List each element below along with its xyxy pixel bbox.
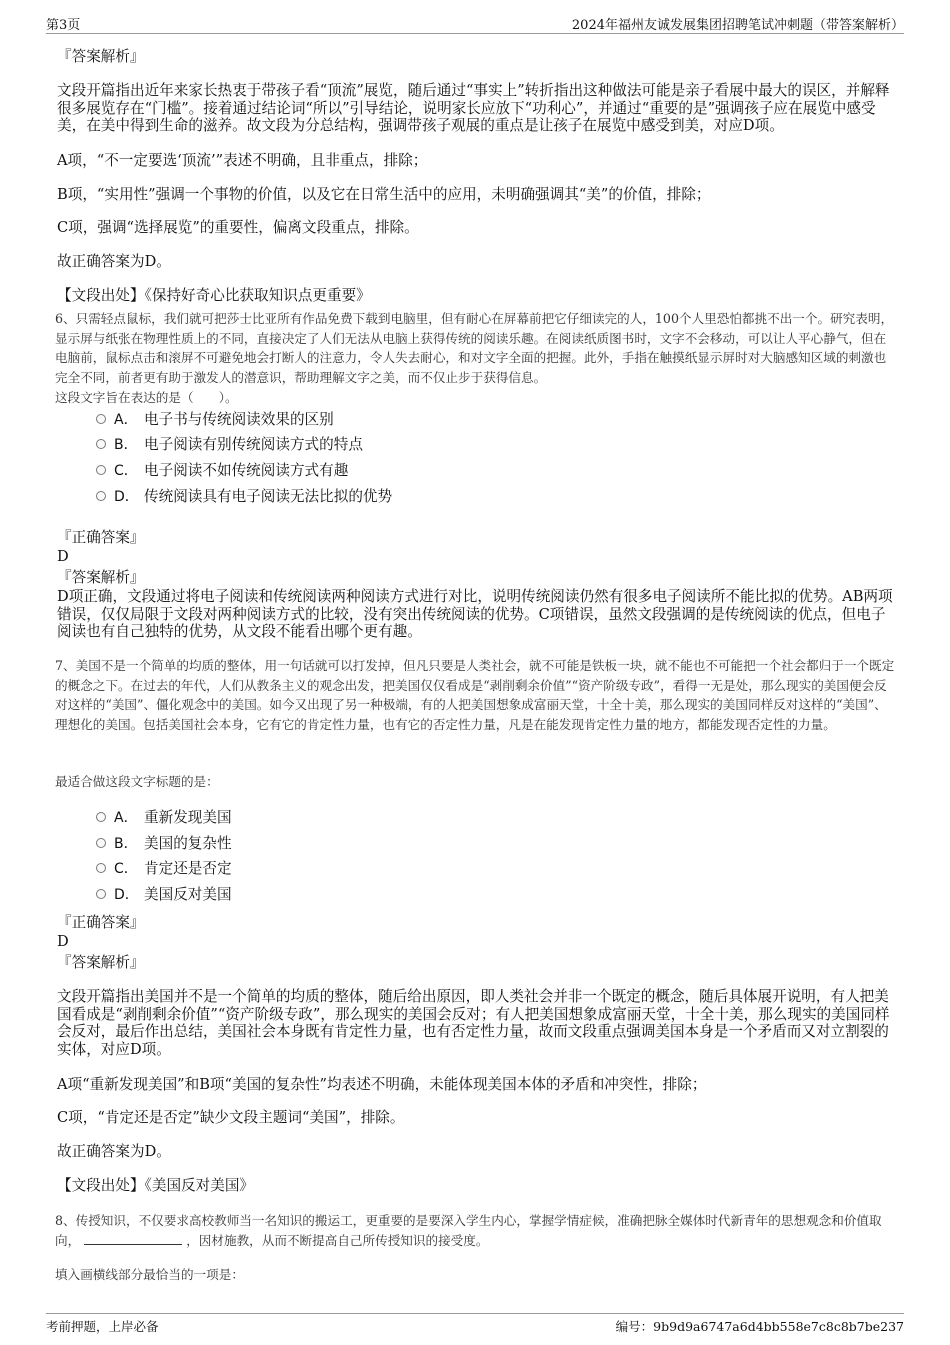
q7-stem: 7、美国不是一个简单的均质的整体，用一句话就可以打发掉，但凡只要是人类社会，就不可能是铁板一块，就不能也不可能把一个社会都归于一个既定的概念之下。在过去的年代，人们从教条主义的观念出发，把美国仅仅看成是“剥削剩余价值”“资产阶级专政”，看得一无是处，那么现实的美国便会反对这样的“美国”、僵化观念中的美国。如今又出现了另一种极端，有的人把美国想象成富丽天堂，十全十美，那么现实的美国同样反对这样的“美国”、理想化的美国。包括美国社会本身，它有它的肯定性力量，也有它的否定性力量，凡是在能发现肯定性力量的地方，都能发现否定性的力量。: [55, 658, 895, 733]
page-header: [46, 14, 904, 34]
q7-answer: D: [57, 933, 69, 950]
page-number: 第3页: [46, 18, 81, 33]
q7-option-b[interactable]: B． 美国的复杂性: [96, 835, 232, 853]
q5-analysis-paragraph: 文段开篇指出近年来家长热衷于带孩子看“顶流”展览，随后通过“事实上”转折指出这种做法可能是亲子看展中最大的误区，并解释很多展览存在“门槛”。接着通过结论词“所以”引导结论，说明家长应放下“功利心”，并通过“重要的是”强调孩子应在展览中感受美，在美中得到生命的滋养。故文段为分总结构，强调带孩子观展的重点是让孩子在展览中感受到美，对应D项。: [57, 82, 890, 134]
radio-icon[interactable]: [96, 465, 106, 475]
footer-slogan: 考前押题，上岸必备: [46, 1319, 159, 1334]
q7-conclusion: 故正确答案为D。: [57, 1143, 171, 1160]
q5-option-a-analysis: A项，“不一定要选‘顶流’”表述不明确，且非重点，排除；: [57, 152, 428, 169]
radio-icon[interactable]: [96, 439, 106, 449]
q6-option-b[interactable]: B． 电子阅读有别传统阅读方式的特点: [96, 436, 363, 454]
radio-icon[interactable]: [96, 838, 106, 848]
fill-in-blank[interactable]: [84, 1233, 182, 1245]
page-footer: [46, 1313, 904, 1333]
q6-analysis-label: 『答案解析』: [57, 569, 145, 586]
q5-analysis-label: 『答案解析』: [57, 48, 145, 65]
q7-source: 【文段出处】《美国反对美国》: [57, 1177, 255, 1194]
q7-option-d[interactable]: D． 美国反对美国: [96, 886, 232, 904]
q5-option-c-analysis: C项，强调“选择展览”的重要性，偏离文段重点，排除。: [57, 219, 419, 236]
q6-stem: 6、只需轻点鼠标，我们就可把莎士比亚所有作品免费下载到电脑里，但有耐心在屏幕前把它仔细读完的人，100个人里恐怕都挑不出一个。研究表明，显示屏与纸张在物理性质上的不同，直接决定了人们无法从电脑上获得传统的阅读乐趣。在阅读纸质图书时，文字不会移动，可以让人平心静气，但在电脑前，鼠标点击和滚屏不可避免地会打断人的注意力，令人失去耐心，和对文字全面的把握。此外，手指在触摸纸显示屏时对大脑感知区域的刺激也完全不同，前者更有助于激发人的潜意识，帮助理解文字之美，而不仅止步于获得信息。: [55, 311, 894, 386]
radio-icon[interactable]: [96, 863, 106, 873]
q6-answer-label: 『正确答案』: [57, 529, 145, 546]
q6-prompt: 这段文字旨在表达的是（ ）。: [55, 390, 238, 405]
document-title: 2024年福州友诚发展集团招聘笔试冲刺题（带答案解析）: [571, 18, 904, 33]
q7-analysis-label: 『答案解析』: [57, 954, 145, 971]
q5-option-b-analysis: B项，“实用性”强调一个事物的价值，以及它在日常生活中的应用，未明确强调其“美”的价值，排除；: [57, 186, 711, 203]
q8-stem: 8、传授知识，不仅要求高校教师当一名知识的搬运工，更重要的是要深入学生内心，掌握学情症候，准确把脉全媒体时代新青年的思想观念和价值取向， ，因材施教，从而不断提高自己所传授知识的接受度。: [55, 1213, 882, 1248]
q7-answer-label: 『正确答案』: [57, 914, 145, 931]
q6-analysis: D项正确，文段通过将电子阅读和传统阅读两种阅读方式进行对比，说明传统阅读仍然有很多电子阅读所不能比拟的优势。AB两项错误，仅仅局限于文段对两种阅读方式的比较，没有突出传统阅读的优势。C项错误，虽然文段强调的是传统阅读的优点，但电子阅读也有自己独特的优势，从文段不能看出哪个更有趣。: [57, 588, 893, 640]
radio-icon[interactable]: [96, 414, 106, 424]
q7-prompt: 最适合做这段文字标题的是：: [55, 774, 219, 789]
q6-option-d[interactable]: D． 传统阅读具有电子阅读无法比拟的优势: [96, 488, 392, 506]
radio-icon[interactable]: [96, 491, 106, 501]
radio-icon[interactable]: [96, 812, 106, 822]
q6-option-c[interactable]: C． 电子阅读不如传统阅读方式有趣: [96, 462, 348, 480]
q5-conclusion: 故正确答案为D。: [57, 253, 171, 270]
radio-icon[interactable]: [96, 889, 106, 899]
q6-answer: D: [57, 548, 69, 565]
q7-option-c[interactable]: C． 肯定还是否定: [96, 860, 232, 878]
q7-option-ab-analysis: A项“重新发现美国”和B项“美国的复杂性”均表述不明确，未能体现美国本体的矛盾和冲突性，排除；: [57, 1076, 707, 1093]
q7-option-a[interactable]: A． 重新发现美国: [96, 809, 232, 827]
q7-analysis-paragraph: 文段开篇指出美国并不是一个简单的均质的整体，随后给出原因，即人类社会并非一个既定的概念，随后具体展开说明，有人把美国看成是“剥削剩余价值”“资产阶级专政”，那么现实的美国会反对；有人把美国想象成富丽天堂，十全十美，那么现实的美国同样会反对，最后作出总结，美国社会本身既有肯定性力量，也有否定性力量，故而文段重点强调美国本身是一个矛盾而又对立割裂的实体，对应D项。: [57, 988, 890, 1058]
q8-prompt: 填入画横线部分最恰当的一项是：: [55, 1267, 244, 1282]
document-id: 编号：9b9d9a6747a6d4bb558e7c8c8b7be237: [615, 1319, 904, 1334]
q6-option-a[interactable]: A． 电子书与传统阅读效果的区别: [96, 411, 334, 429]
q5-source: 【文段出处】《保持好奇心比获取知识点更重要》: [57, 287, 371, 304]
q7-option-c-analysis: C项，“肯定还是否定”缺少文段主题词“美国”，排除。: [57, 1109, 405, 1126]
